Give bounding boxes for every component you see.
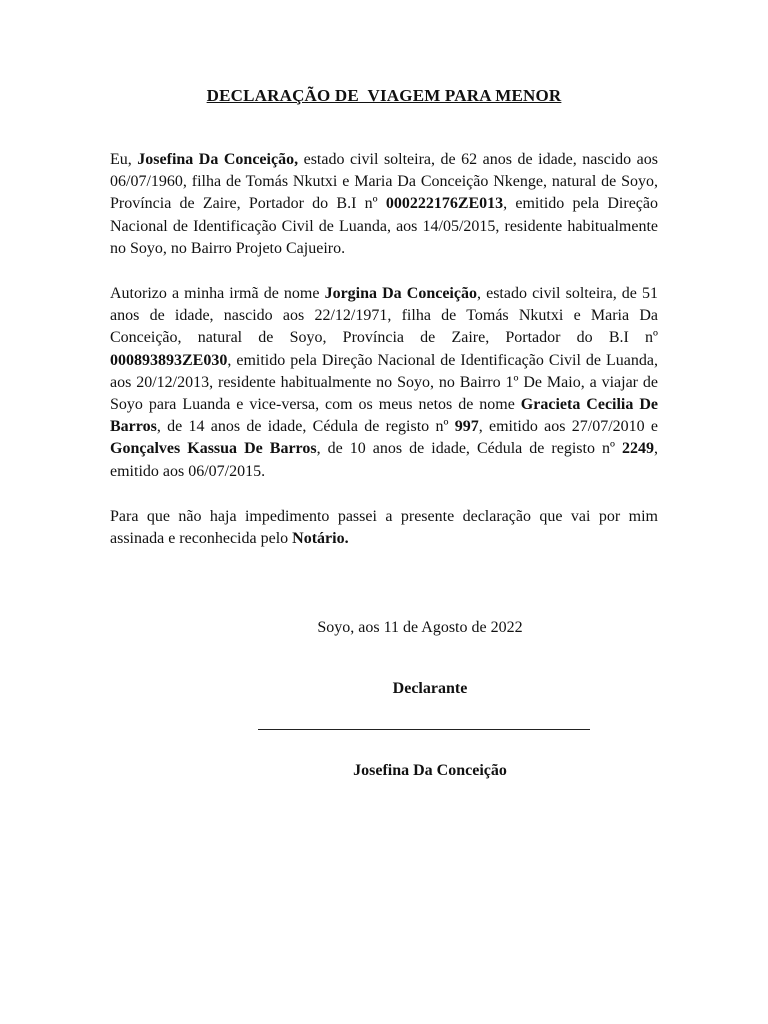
notary-word: Notário. — [292, 530, 349, 548]
grandchild-2-name: Gonçalves Kassua De Barros — [110, 440, 317, 458]
p1-text-3: , emitido pela Direção Nacional de Identificação Civil de Luanda, aos 14/05/2015, residente habitualmente no Soyo, no Bairro Projeto Cajueiro. — [110, 195, 658, 257]
declarante-label: Declarante — [392, 680, 468, 697]
grandchild-1-cedula: 997 — [454, 418, 479, 436]
place-and-date: Soyo, aos 11 de Agosto de 2022 — [317, 619, 523, 636]
p1-text-1: Eu, — [110, 151, 138, 168]
document-title: DECLARAÇÃO DE VIAGEM PARA MENOR — [206, 86, 562, 105]
declarant-bi-number: 000222176ZE013 — [385, 195, 504, 213]
declarant-paragraph — [110, 149, 658, 260]
sister-name: Jorgina Da Conceição — [324, 285, 477, 302]
signature-line — [258, 729, 590, 730]
p2-text-4: , de 14 anos de idade, Cédula de registo nº — [156, 418, 455, 436]
grandchild-1-name: Gracieta Cecilia De Barros — [110, 396, 658, 436]
p2-text-6: , de 10 anos de idade, Cédula de registo nº — [316, 440, 622, 458]
p2-text-5: , emitido aos 27/07/2010 e — [478, 418, 659, 436]
p2-text-1: Autorizo a minha irmã de nome — [110, 285, 325, 302]
declarant-name: Josefina Da Conceição, — [137, 151, 299, 168]
p2-text-7: , emitido aos 06/07/2015. — [110, 440, 658, 480]
authorization-paragraph — [110, 283, 658, 483]
sister-bi-number: 000893893ZE030 — [110, 351, 228, 369]
p2-text-3: , emitido pela Direção Nacional de Identificação Civil de Luanda, aos 20/12/2013, residente habitualmente no Soyo, no Bairro 1º De Maio, a viajar de Soyo para Luanda e vice-versa, com os meus netos de nome — [110, 351, 658, 414]
closing-paragraph — [110, 506, 658, 550]
signature-name: Josefina Da Conceição — [353, 762, 507, 779]
p1-text-2: estado civil solteira, de 62 anos de idade, nascido aos 06/07/1960, filha de Tomás Nkutxi e Maria Da Conceição Nkenge, natural de Soyo, Província de Zaire, Portador do B.I nº — [110, 151, 659, 213]
p3-text-1: Para que não haja impedimento passei a presente declaração que vai por mim assinada e reconhecida pelo — [110, 508, 658, 548]
p2-text-2: , estado civil solteira, de 51 anos de idade, nascido aos 22/12/1971, filha de Tomás Nkutxi e Maria Da Conceição, natural de Soyo, Província de Zaire, Portador do B.I nº — [110, 285, 659, 347]
grandchild-2-cedula: 2249 — [622, 440, 654, 458]
